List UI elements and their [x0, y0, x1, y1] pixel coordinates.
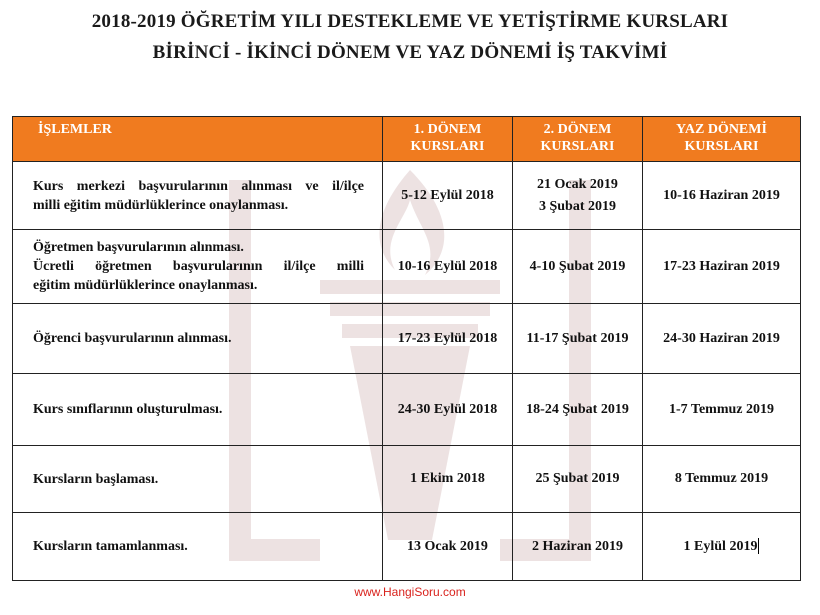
donem1-date: 13 Ocak 2019	[383, 513, 513, 581]
yaz-date: 8 Temmuz 2019	[643, 446, 801, 513]
yaz-date: 1-7 Temmuz 2019	[643, 374, 801, 446]
row-description: Öğretmen başvurularının alınması. Ücretli öğretmen başvurularının il/ilçe milli eğitim müdürlüklerince onaylanması.	[13, 230, 383, 304]
row-description: Kurs merkezi başvurularının alınması ve il/ilçe milli eğitim müdürlüklerince onaylanması.	[13, 162, 383, 230]
yaz-date: 24-30 Haziran 2019	[643, 304, 801, 374]
donem1-date: 17-23 Eylül 2018	[383, 304, 513, 374]
row-description: Kursların başlaması.	[13, 446, 383, 513]
table-row	[13, 513, 801, 581]
page-subtitle: BİRİNCİ - İKİNCİ DÖNEM VE YAZ DÖNEMİ İŞ TAKVİMİ	[152, 42, 668, 63]
donem1-date: 1 Ekim 2018	[383, 446, 513, 513]
donem2-date: 11-17 Şubat 2019	[513, 304, 643, 374]
header-islemler: İŞLEMLER	[13, 117, 383, 162]
row-description: Kursların tamamlanması.	[13, 513, 383, 581]
donem2-date: 18-24 Şubat 2019	[513, 374, 643, 446]
schedule-table	[12, 116, 801, 581]
yaz-date: 10-16 Haziran 2019	[643, 162, 801, 230]
table-row	[13, 230, 801, 304]
table-row	[13, 304, 801, 374]
donem2-date: 21 Ocak 2019 3 Şubat 2019	[513, 162, 643, 230]
row-description: Kurs sınıflarının oluşturulması.	[13, 374, 383, 446]
header-donem2: 2. DÖNEM KURSLARI	[513, 117, 643, 162]
footer-link[interactable]: www.HangiSoru.com	[354, 585, 466, 599]
table-row	[13, 374, 801, 446]
yaz-date: 1 Eylül 2019	[643, 513, 801, 581]
header-row	[13, 117, 801, 162]
donem2-date: 4-10 Şubat 2019	[513, 230, 643, 304]
table-row	[13, 446, 801, 513]
donem2-date: 25 Şubat 2019	[513, 446, 643, 513]
table-row	[13, 162, 801, 230]
donem1-date: 5-12 Eylül 2018	[383, 162, 513, 230]
text-cursor	[758, 538, 759, 554]
donem1-date: 24-30 Eylül 2018	[383, 374, 513, 446]
row-description: Öğrenci başvurularının alınması.	[13, 304, 383, 374]
donem1-date: 10-16 Eylül 2018	[383, 230, 513, 304]
yaz-date: 17-23 Haziran 2019	[643, 230, 801, 304]
donem2-date: 2 Haziran 2019	[513, 513, 643, 581]
header-yaz: YAZ DÖNEMİ KURSLARI	[643, 117, 801, 162]
header-donem1: 1. DÖNEM KURSLARI	[383, 117, 513, 162]
page-title: 2018-2019 ÖĞRETİM YILI DESTEKLEME VE YETİŞTİRME KURSLARI	[91, 11, 729, 32]
